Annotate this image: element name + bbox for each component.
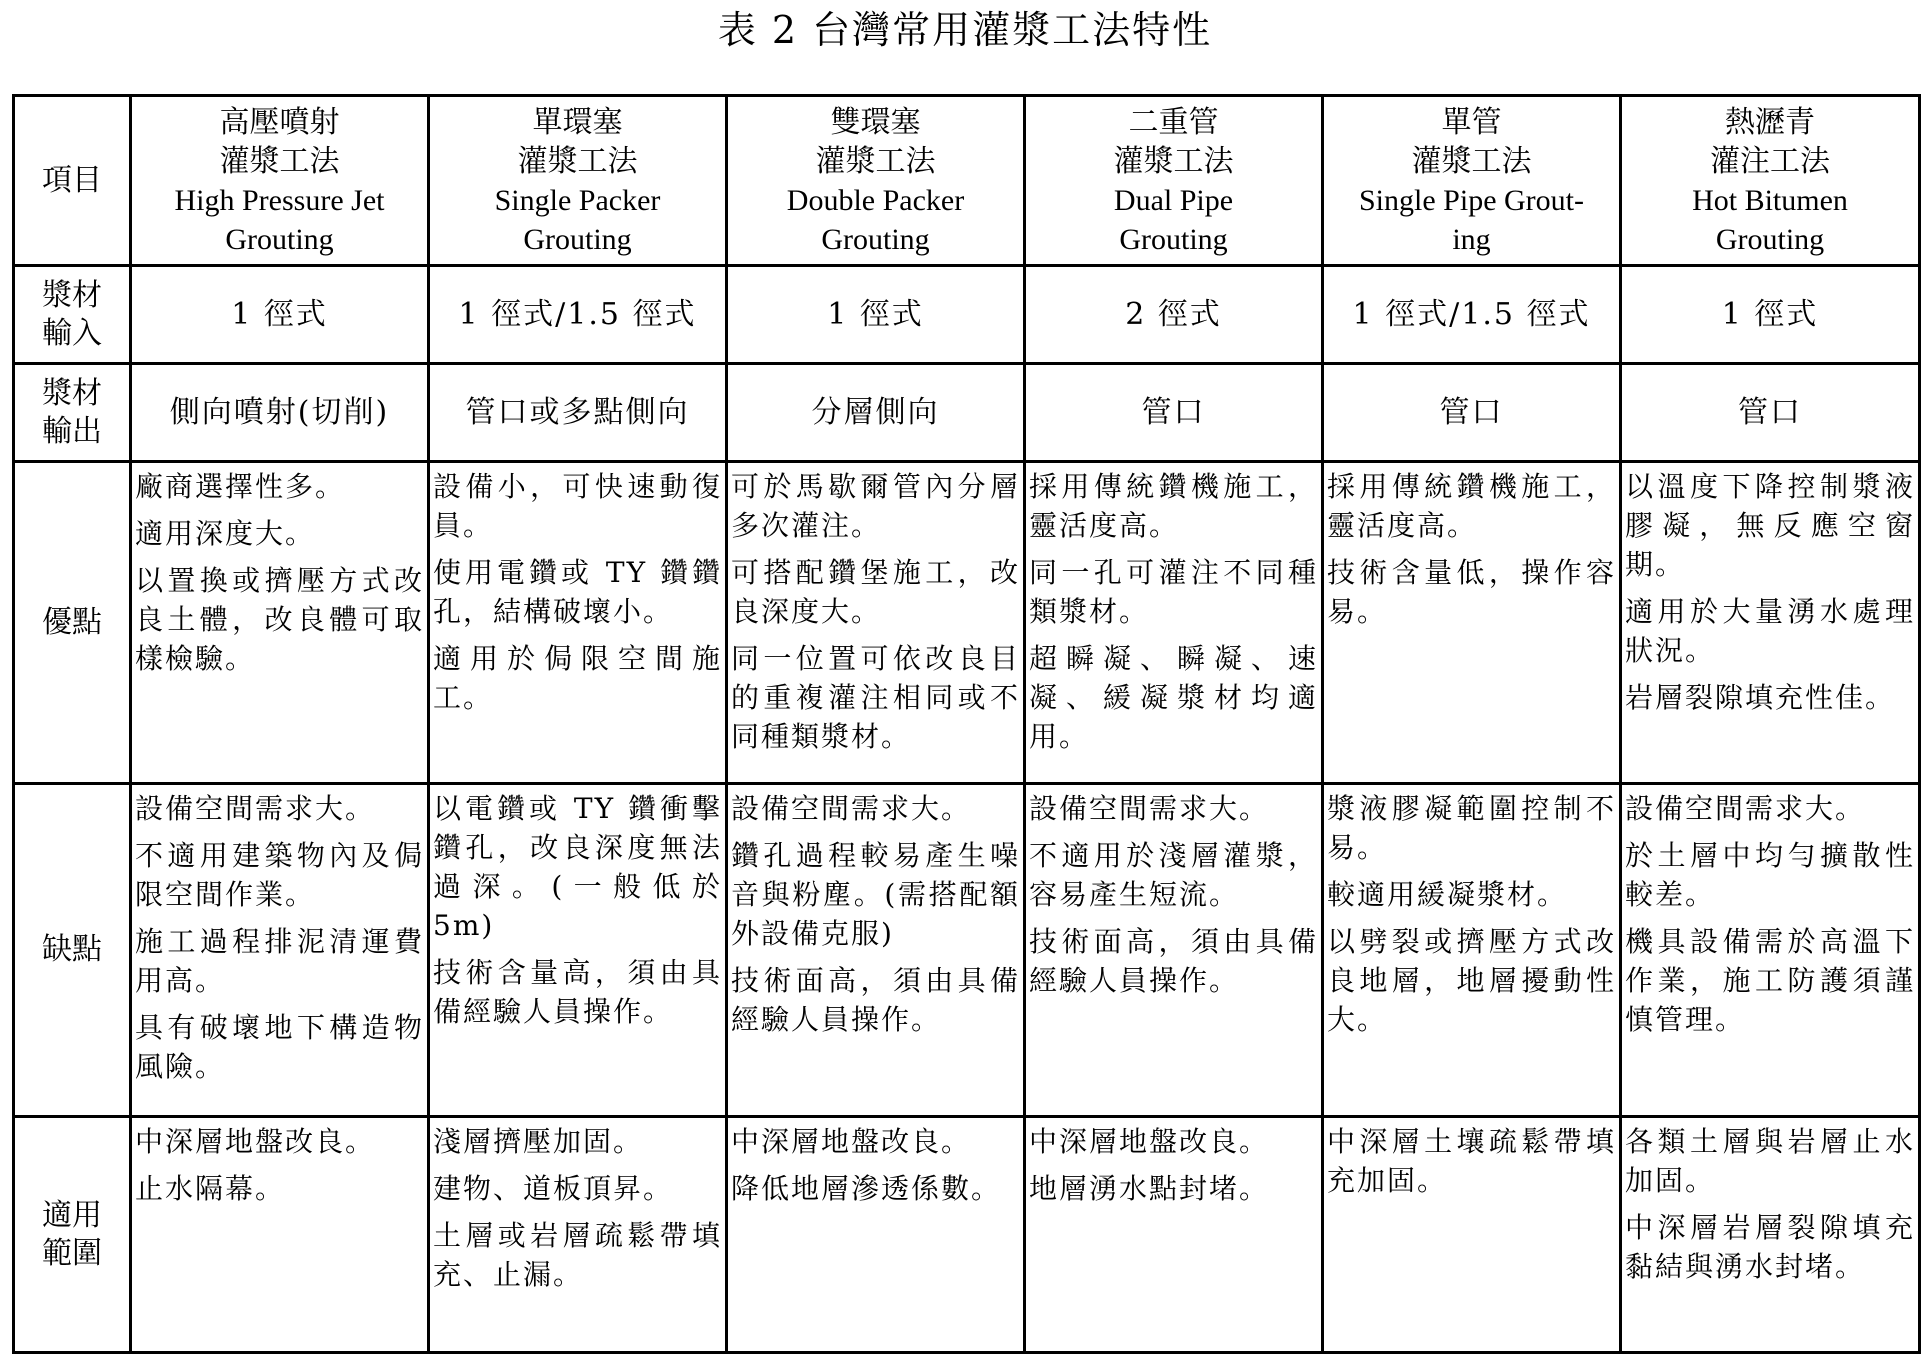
list-item: 鑽孔過程較易產生噪音與粉塵。(需搭配額外設備克服) [731, 839, 1020, 950]
table-cell: 分層側向 [727, 364, 1025, 462]
list-item: 超瞬凝、瞬凝、速凝、緩凝漿材均適用。 [1029, 642, 1318, 753]
column-header-en: High Pressure Jet [174, 183, 385, 217]
header-row [14, 96, 1920, 266]
column-header-zh: 灌漿工法 [219, 144, 340, 178]
column-header-en: Grouting [523, 222, 632, 256]
list-item: 可於馬歇爾管內分層多次灌注。 [731, 470, 1020, 542]
list-item: 適用深度大。 [135, 517, 316, 550]
list-item: 使用電鑽或 TY 鑽鑽孔，結構破壞小。 [433, 556, 722, 628]
table-cell [1025, 784, 1323, 1117]
list-item: 以置換或擠壓方式改良土體，改良體可取樣檢驗。 [135, 564, 424, 675]
list-item: 技術含量低，操作容易。 [1327, 556, 1616, 628]
list-item: 採用傳統鑽機施工，靈活度高。 [1327, 470, 1616, 542]
point-list [1026, 463, 1321, 756]
list-item: 不適用建築物內及侷限空間作業。 [135, 839, 424, 911]
list-item: 機具設備需於高溫下作業，施工防護須謹慎管理。 [1625, 925, 1915, 1036]
column-header-single-packer [429, 96, 727, 266]
point-list [132, 1118, 427, 1208]
table-cell [727, 462, 1025, 784]
point-list [1622, 463, 1918, 717]
point-list [1324, 785, 1619, 1039]
advantages-label: 優點 [14, 462, 131, 784]
point-list [1026, 1118, 1321, 1208]
column-header-zh: 雙環塞 [830, 105, 921, 139]
point-list [1026, 785, 1321, 1000]
list-item: 中深層地盤改良。 [135, 1125, 376, 1158]
list-item: 以劈裂或擠壓方式改良地層，地層擾動性大。 [1327, 925, 1616, 1036]
column-header-high-pressure-jet [131, 96, 429, 266]
table-cell: 1 徑式/1.5 徑式 [1323, 266, 1621, 364]
list-item: 適用於大量湧水處理狀況。 [1625, 595, 1915, 667]
column-header-en: Hot Bitumen [1692, 183, 1848, 217]
list-item: 各類土層與岩層止水加固。 [1625, 1125, 1915, 1197]
list-item: 於土層中均勻擴散性較差。 [1625, 839, 1915, 911]
list-item: 以電鑽或 TY 鑽衝擊鑽孔，改良深度無法過深。(一般低於 5m) [433, 792, 722, 942]
point-list [430, 1118, 725, 1294]
list-item: 設備空間需求大。 [731, 792, 972, 825]
point-list [1324, 463, 1619, 631]
point-list [132, 785, 427, 1086]
point-list [1622, 785, 1918, 1039]
column-header-zh: 單環塞 [532, 105, 623, 139]
list-item: 中深層岩層裂隙填充黏結與湧水封堵。 [1625, 1211, 1915, 1283]
list-item: 具有破壞地下構造物風險。 [135, 1011, 424, 1083]
table-cell [1621, 1117, 1920, 1353]
column-header-hot-bitumen [1621, 96, 1920, 266]
column-header-en: Grouting [1119, 222, 1228, 256]
table-cell [131, 784, 429, 1117]
table-cell [727, 1117, 1025, 1353]
list-item: 以溫度下降控制漿液膠凝，無反應空窗期。 [1625, 470, 1915, 581]
column-header-en: Double Packer [786, 183, 965, 217]
slurry-input-label [14, 266, 131, 364]
list-item: 岩層裂隙填充性佳。 [1625, 681, 1896, 714]
column-header-en: Single Packer [494, 183, 661, 217]
table-cell [429, 1117, 727, 1353]
column-header-en: ing [1452, 222, 1491, 256]
table-cell: 1 徑式 [727, 266, 1025, 364]
column-header-single-pipe [1323, 96, 1621, 266]
table-cell [1025, 1117, 1323, 1353]
point-list [430, 785, 725, 1031]
advantages-row [14, 462, 1920, 784]
column-header-zh: 二重管 [1128, 105, 1219, 139]
list-item: 中深層地盤改良。 [1029, 1125, 1270, 1158]
list-item: 中深層土壤疏鬆帶填充加固。 [1327, 1125, 1616, 1197]
table-cell [727, 784, 1025, 1117]
list-item: 廠商選擇性多。 [135, 470, 346, 503]
table-cell [1323, 1117, 1621, 1353]
list-item: 漿液膠凝範圍控制不易。 [1327, 792, 1616, 864]
list-item: 土層或岩層疏鬆帶填充、止漏。 [433, 1219, 722, 1291]
column-header-zh: 灌漿工法 [815, 144, 936, 178]
row-label-line: 漿材 [42, 277, 102, 313]
column-header-en: Grouting [1715, 222, 1825, 256]
column-header-zh: 熱瀝青 [1725, 105, 1815, 139]
column-header-en: Single Pipe Grout- [1359, 183, 1584, 217]
table-title: 表 2 台灣常用灌漿工法特性 [717, 8, 1213, 52]
row-label-line: 輸入 [42, 315, 102, 351]
list-item: 同一孔可灌注不同種類漿材。 [1029, 556, 1318, 628]
list-item: 地層湧水點封堵。 [1029, 1172, 1270, 1205]
list-item: 技術含量高，須由具備經驗人員操作。 [433, 956, 722, 1028]
point-list [728, 1118, 1023, 1208]
list-item: 較適用緩凝漿材。 [1327, 878, 1568, 911]
point-list [132, 463, 427, 678]
table-cell [1621, 784, 1920, 1117]
table-cell: 側向噴射(切削) [131, 364, 429, 462]
list-item: 止水隔幕。 [135, 1172, 286, 1205]
column-header-zh: 灌注工法 [1710, 144, 1830, 178]
table-cell [429, 784, 727, 1117]
column-header-en: Dual Pipe [1113, 183, 1234, 217]
column-header-zh: 高壓噴射 [219, 105, 340, 139]
list-item: 技術面高，須由具備經驗人員操作。 [1029, 925, 1318, 997]
table-cell [1323, 462, 1621, 784]
row-label-line: 漿材 [42, 375, 102, 411]
table-cell [1323, 784, 1621, 1117]
list-item: 可搭配鑽堡施工，改良深度大。 [731, 556, 1020, 628]
list-item: 中深層地盤改良。 [731, 1125, 972, 1158]
point-list [430, 463, 725, 717]
list-item: 設備空間需求大。 [1625, 792, 1866, 825]
slurry-output-label [14, 364, 131, 462]
table-cell: 管口 [1621, 364, 1920, 462]
column-header-zh: 灌漿工法 [1113, 144, 1234, 178]
row-label-line: 範圍 [42, 1235, 102, 1271]
point-list [1622, 1118, 1918, 1286]
column-header-en: Grouting [225, 222, 334, 256]
list-item: 技術面高，須由具備經驗人員操作。 [731, 964, 1020, 1036]
column-header-double-packer [727, 96, 1025, 266]
applicable-scope-row [14, 1117, 1920, 1353]
table-cell [1025, 462, 1323, 784]
grouting-methods-table [12, 94, 1921, 1354]
column-header-zh: 單管 [1441, 105, 1502, 139]
table-cell: 管口 [1323, 364, 1621, 462]
list-item: 採用傳統鑽機施工，靈活度高。 [1029, 470, 1318, 542]
column-header-dual-pipe [1025, 96, 1323, 266]
table-cell: 管口或多點側向 [429, 364, 727, 462]
list-item: 施工過程排泥清運費用高。 [135, 925, 424, 997]
table-cell: 1 徑式/1.5 徑式 [429, 266, 727, 364]
list-item: 建物、道板頂昇。 [433, 1172, 674, 1205]
list-item: 同一位置可依改良目的重複灌注相同或不同種類漿材。 [731, 642, 1020, 753]
applicable-scope-label [14, 1117, 131, 1353]
table-cell: 1 徑式 [131, 266, 429, 364]
list-item: 設備空間需求大。 [135, 792, 376, 825]
list-item: 設備空間需求大。 [1029, 792, 1270, 825]
table-cell [131, 1117, 429, 1353]
list-item: 適用於侷限空間施工。 [433, 642, 722, 714]
point-list [728, 785, 1023, 1039]
table-cell: 1 徑式 [1621, 266, 1920, 364]
slurry-input-row [14, 266, 1920, 364]
disadvantages-row [14, 784, 1920, 1117]
list-item: 降低地層滲透係數。 [731, 1172, 1002, 1205]
disadvantages-label: 缺點 [14, 784, 131, 1117]
table-cell [131, 462, 429, 784]
table-cell [429, 462, 727, 784]
column-header-zh: 灌漿工法 [1411, 144, 1532, 178]
list-item: 不適用於淺層灌漿，容易產生短流。 [1029, 839, 1318, 911]
column-header-zh: 灌漿工法 [517, 144, 638, 178]
list-item: 淺層擠壓加固。 [433, 1125, 644, 1158]
table-cell: 管口 [1025, 364, 1323, 462]
table-cell: 2 徑式 [1025, 266, 1323, 364]
point-list [1324, 1118, 1619, 1200]
slurry-output-row [14, 364, 1920, 462]
point-list [728, 463, 1023, 756]
row-label-line: 輸出 [42, 413, 102, 449]
column-header-en: Grouting [821, 222, 930, 256]
item-label: 項目 [14, 96, 131, 266]
row-label-line: 適用 [42, 1197, 102, 1233]
table-cell [1621, 462, 1920, 784]
list-item: 設備小，可快速動復員。 [433, 470, 722, 542]
